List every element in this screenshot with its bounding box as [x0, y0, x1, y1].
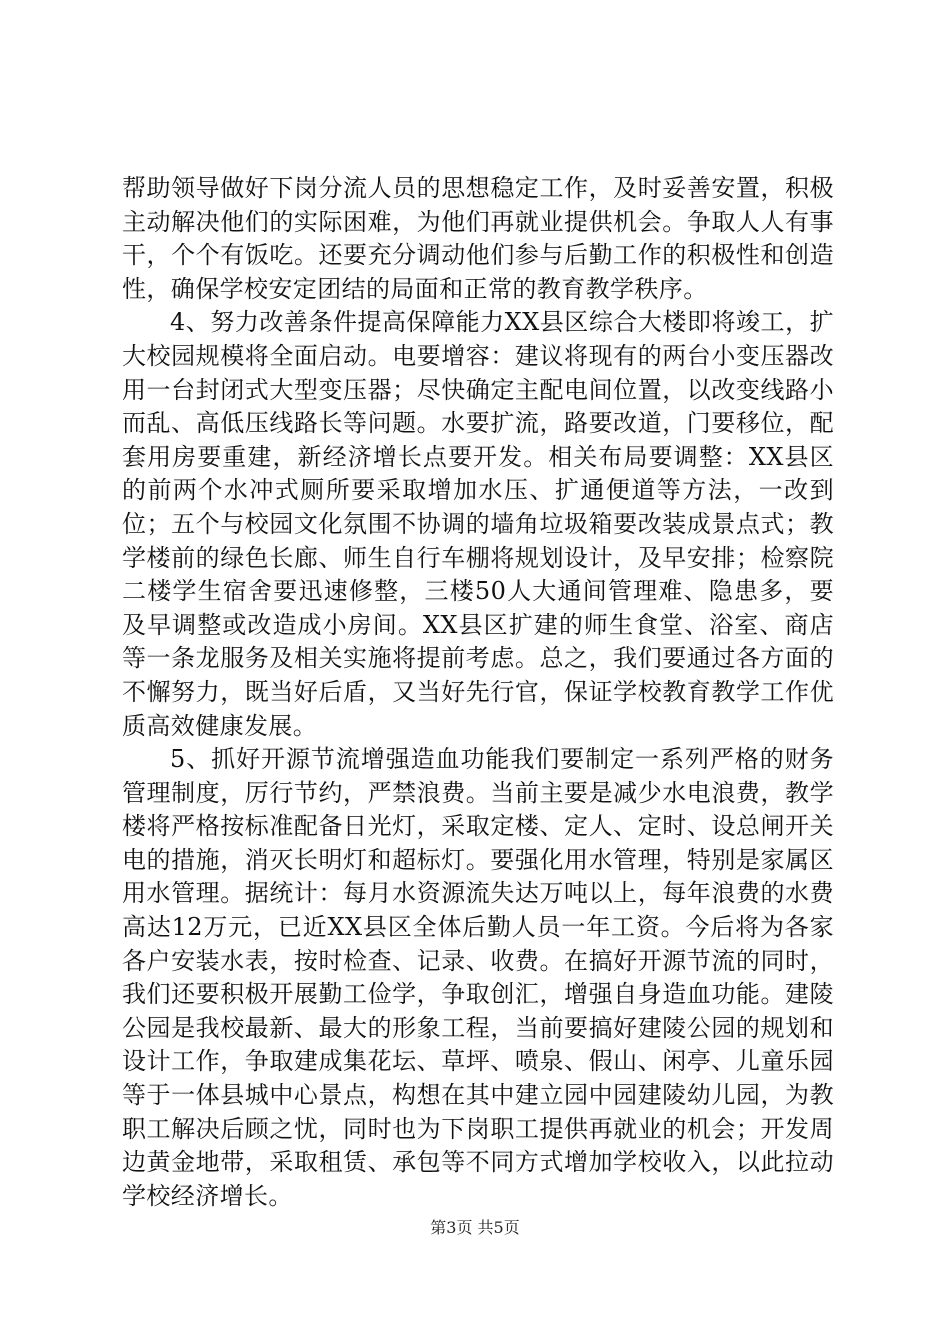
paragraph-continuation: 帮助领导做好下岗分流人员的思想稳定工作，及时妥善安置，积极主动解决他们的实际困难，为他们再就业提供机会。争取人人有事干，个个有饭吃。还要充分调动他们参与后勤工作的积极性和创造性，确保学校安定团结的局面和正常的教育教学秩序。	[122, 174, 834, 303]
page-footer: 第3页 共5页	[430, 1218, 520, 1237]
paragraph-item-5: 5、抓好开源节流增强造血功能我们要制定一系列严格的财务管理制度，厉行节约，严禁浪费。当前主要是减少水电浪费，教学楼将严格按标准配备日光灯，采取定楼、定人、定时、设总闸开关电的措施，消灭长明灯和超标灯。要强化用水管理，特别是家属区用水管理。据统计：每月水资源流失达万吨以上，每年浪费的水费高达12万元，已近XX县区全体后勤人员一年工资。今后将为各家各户安装水表，按时检查、记录、收费。在搞好开源节流的同时，我们还要积极开展勤工俭学，争取创汇，增强自身造血功能。建陵公园是我校最新、最大的形象工程，当前要搞好建陵公园的规划和设计工作，争取建成集花坛、草坪、喷泉、假山、闲亭、儿童乐园等于一体县城中心景点，构想在其中建立园中园建陵幼儿园，为教职工解决后顾之忧，同时也为下岗职工提供再就业的机会；开发周边黄金地带，采取租赁、承包等不同方式增加学校收入，以此拉动学校经济增长。	[122, 745, 834, 1210]
paragraph-item-4: 4、努力改善条件提高保障能力XX县区综合大楼即将竣工，扩大校园规模将全面启动。电要增容：建议将现有的两台小变压器改用一台封闭式大型变压器；尽快确定主配电间位置，以改变线路小而乱、高低压线路长等问题。水要扩流，路要改道，门要移位，配套用房要重建，新经济增长点要开发。相关布局要调整：XX县区的前两个水冲式厕所要采取增加水压、扩通便道等方法，一改到位；五个与校园文化氛围不协调的墙角垃圾箱要改装成景点式；教学楼前的绿色长廊、师生自行车棚将规划设计，及早安排；检察院二楼学生宿舍要迅速修整，三楼50人大通间管理难、隐患多，要及早调整或改造成小房间。XX县区扩建的师生食堂、浴室、商店等一条龙服务及相关实施将提前考虑。总之，我们要通过各方面的不懈努力，既当好后盾，又当好先行官，保证学校教育教学工作优质高效健康发展。	[122, 308, 834, 740]
document-body	[122, 172, 834, 1213]
